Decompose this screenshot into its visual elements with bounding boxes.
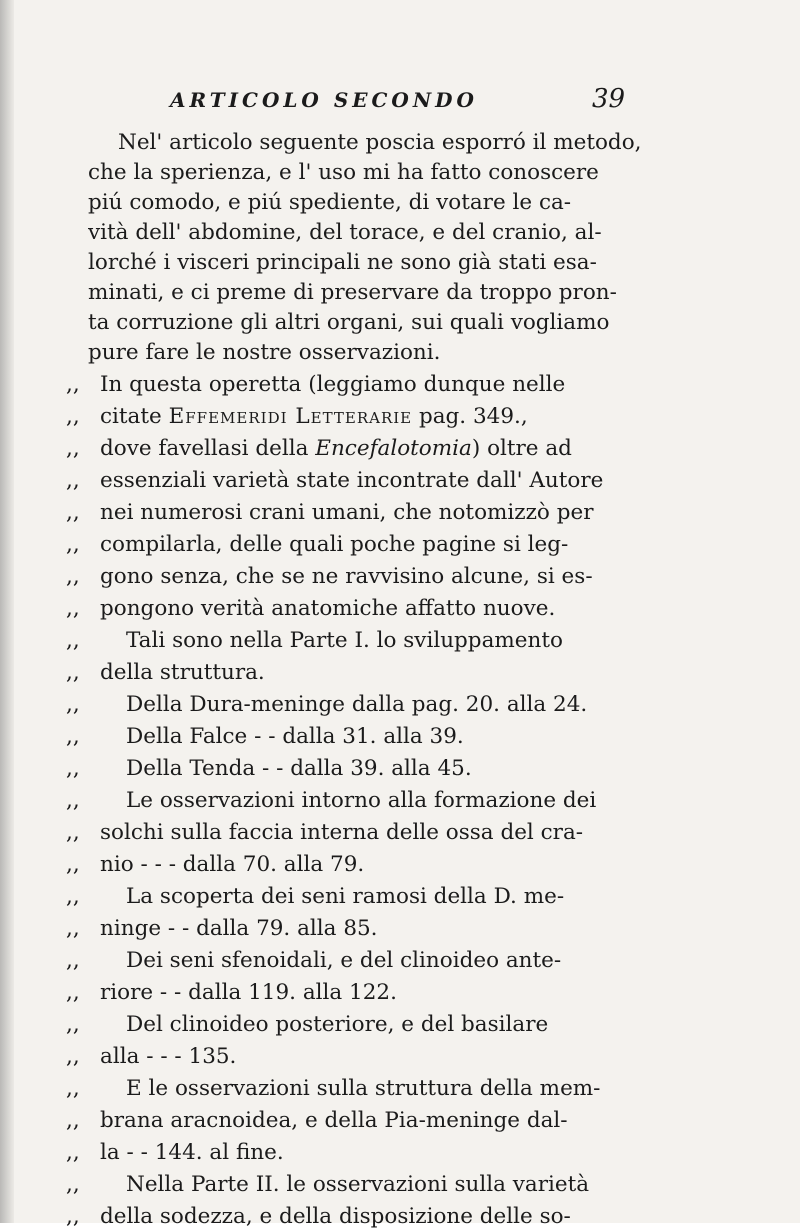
quoted-line: ,, pongono verità anatomiche affatto nuove. [66, 594, 678, 626]
quoted-line: ,, solchi sulla faccia interna delle ossa del cra- [66, 818, 678, 850]
quoted-line: ,, riore - - dalla 119. alla 122. [66, 978, 678, 1010]
quote-mark: ,, [66, 820, 80, 845]
quoted-line: ,, E le osservazioni sulla struttura della mem- [66, 1074, 678, 1106]
quoted-line: ,, compilarla, delle quali poche pagine si leg- [66, 530, 678, 562]
quote-mark: ,, [66, 660, 80, 685]
quote-mark: ,, [66, 1012, 80, 1037]
text-line: pure fare le nostre osservazioni. [88, 340, 441, 365]
running-title: ARTICOLO SECONDO [170, 88, 478, 112]
quote-mark: ,, [66, 532, 80, 557]
quoted-line: ,, Tali sono nella Parte I. lo sviluppamento [66, 626, 678, 658]
work-title: Encefalotomia [315, 436, 472, 461]
quoted-line: ,, alla - - - 135. [66, 1042, 678, 1074]
quote-mark: ,, [66, 404, 80, 429]
page-header [160, 84, 660, 118]
quoted-line: ,, Della Tenda - - dalla 39. alla 45. [66, 754, 678, 786]
quote-mark: ,, [66, 884, 80, 909]
quote-mark: ,, [66, 436, 80, 461]
text-line: minati, e ci preme di preservare da troppo pron- [88, 280, 617, 305]
text-line: vità dell' abdomine, del torace, e del cranio, al- [88, 220, 602, 245]
text-line: ta corruzione gli altri organi, sui quali vogliamo [88, 310, 610, 335]
text-line: Nel' articolo seguente poscia esporró il metodo, [118, 130, 642, 155]
quote-mark: ,, [66, 1076, 80, 1101]
quoted-line: ,, della sodezza, e della disposizione delle so- [66, 1202, 678, 1232]
quote-mark: ,, [66, 596, 80, 621]
quote-mark: ,, [66, 1044, 80, 1069]
quoted-line: ,, Dei seni sfenoidali, e del clinoideo ante- [66, 946, 678, 978]
quote-mark: ,, [66, 1108, 80, 1133]
journal-title: Effemeridi Letterarie [168, 404, 413, 429]
quote-mark: ,, [66, 852, 80, 877]
quote-mark: ,, [66, 980, 80, 1005]
quoted-line: ,, La scoperta dei seni ramosi della D. me- [66, 882, 678, 914]
quoted-line: ,, nio - - - dalla 70. alla 79. [66, 850, 678, 882]
quoted-line: ,, brana aracnoidea, e della Pia-meninge dal- [66, 1106, 678, 1138]
quote-mark: ,, [66, 724, 80, 749]
quote-mark: ,, [66, 1172, 80, 1197]
quoted-line: ,, ninge - - dalla 79. alla 85. [66, 914, 678, 946]
quoted-line: ,, dove favellasi della Encefalotomia) oltre ad [66, 434, 678, 466]
quote-mark: ,, [66, 916, 80, 941]
quote-mark: ,, [66, 564, 80, 589]
quote-mark: ,, [66, 1204, 80, 1229]
quoted-line: ,, citate Effemeridi Letterarie pag. 349., [66, 402, 678, 434]
quoted-line: ,, Della Falce - - dalla 31. alla 39. [66, 722, 678, 754]
quote-mark: ,, [66, 372, 80, 397]
text-line: piú comodo, e piú spediente, di votare le ca- [88, 190, 572, 215]
quote-mark: ,, [66, 692, 80, 717]
quote-mark: ,, [66, 788, 80, 813]
quote-mark: ,, [66, 500, 80, 525]
quoted-line: ,, Del clinoideo posteriore, e del basilare [66, 1010, 678, 1042]
quote-mark: ,, [66, 468, 80, 493]
quoted-line: ,, In questa operetta (leggiamo dunque nelle [66, 370, 678, 402]
quoted-line: ,, Le osservazioni intorno alla formazione dei [66, 786, 678, 818]
page-number: 39 [592, 84, 626, 114]
quoted-line: ,, essenziali varietà state incontrate dall' Autore [66, 466, 678, 498]
quote-mark: ,, [66, 948, 80, 973]
quoted-line: ,, Della Dura-meninge dalla pag. 20. alla 24. [66, 690, 678, 722]
text-line: lorché i visceri principali ne sono già stati esa- [88, 250, 597, 275]
text-line: che la sperienza, e l' uso mi ha fatto conoscere [88, 160, 599, 185]
quoted-line: ,, gono senza, che se ne ravvisino alcune, si es- [66, 562, 678, 594]
quoted-line: ,, la - - 144. al fine. [66, 1138, 678, 1170]
quote-mark: ,, [66, 1140, 80, 1165]
body-text [0, 128, 800, 1229]
quote-mark: ,, [66, 628, 80, 653]
quoted-line: ,, nei numerosi crani umani, che notomizzò per [66, 498, 678, 530]
quoted-line: ,, Nella Parte II. le osservazioni sulla varietà [66, 1170, 678, 1202]
quoted-line: ,, della struttura. [66, 658, 678, 690]
quote-mark: ,, [66, 756, 80, 781]
